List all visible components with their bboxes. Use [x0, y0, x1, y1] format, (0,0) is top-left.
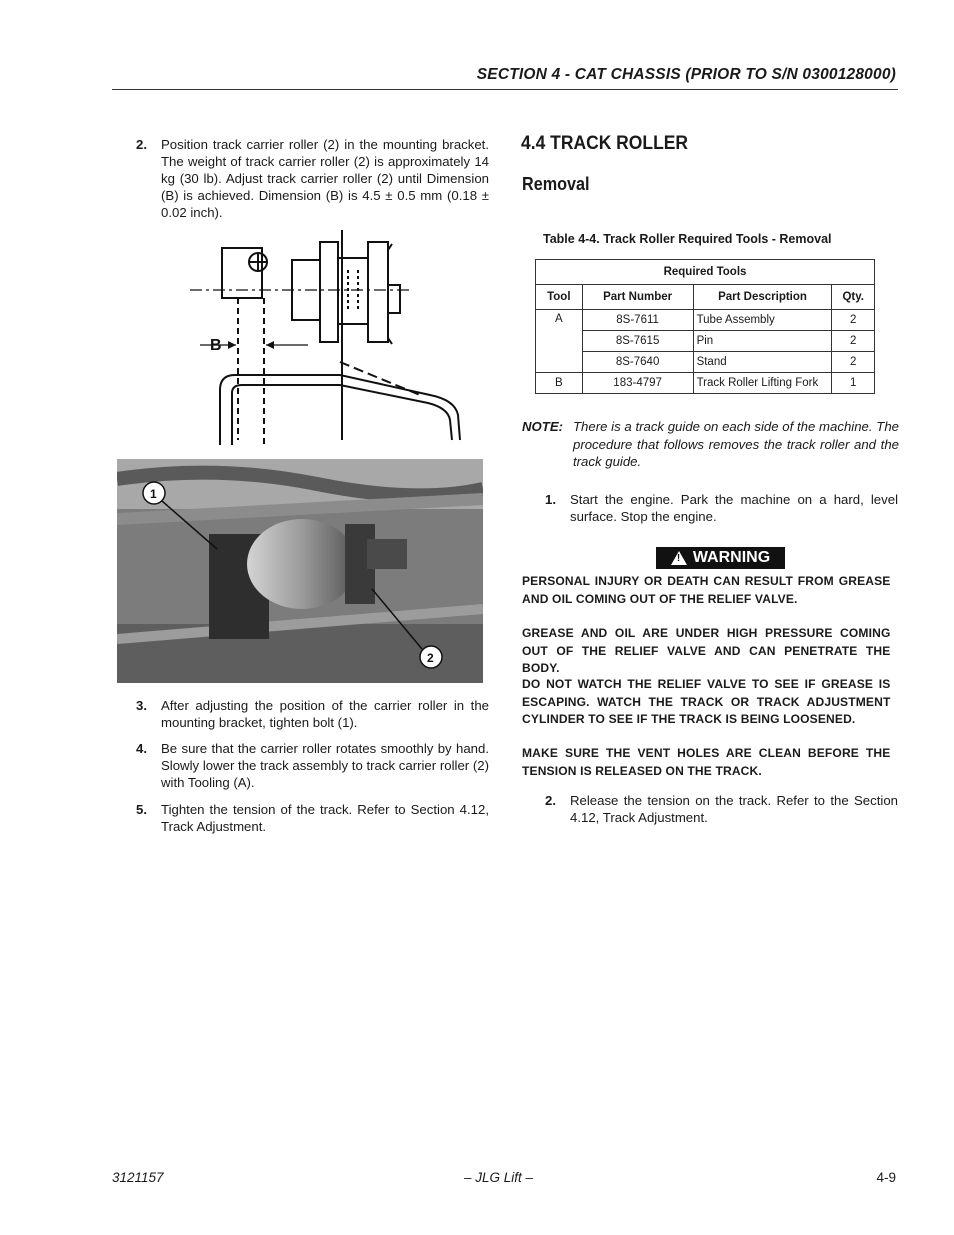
- table-cell: A: [536, 310, 583, 373]
- subsection-title: Removal: [522, 174, 590, 194]
- warning-paragraph: MAKE SURE THE VENT HOLES ARE CLEAN BEFORE THE TENSION IS RELEASED ON THE TRACK.: [522, 746, 891, 778]
- table-cell: 8S-7611: [582, 310, 693, 331]
- step-number: 2.: [136, 137, 147, 152]
- table-cell: Stand: [693, 352, 832, 373]
- step-text: Start the engine. Park the machine on a hard, level surface. Stop the engine.: [570, 492, 898, 524]
- step-4-left: [136, 740, 491, 794]
- warning-triangle-icon: [671, 551, 687, 565]
- column-header: Part Description: [693, 285, 832, 310]
- table-row: [536, 352, 875, 373]
- table-row: [536, 310, 875, 331]
- step-number: 4.: [136, 741, 147, 756]
- note-text: There is a track guide on each side of the machine. The procedure that follows removes the track roller and the track guide.: [573, 419, 899, 469]
- warning-badge: [656, 547, 785, 569]
- step-number: 1.: [545, 492, 556, 507]
- column-header: Part Number: [582, 285, 693, 310]
- callout-1: 1: [150, 487, 157, 501]
- table-group-header: Required Tools: [536, 260, 875, 285]
- callout-2: 2: [427, 651, 434, 665]
- table-cell: Track Roller Lifting Fork: [693, 373, 832, 394]
- table-row: [536, 373, 875, 394]
- step-2-left: [136, 136, 491, 226]
- step-text: Release the tension on the track. Refer to the Section 4.12, Track Adjustment.: [570, 793, 898, 825]
- step-text: Position track carrier roller (2) in the mounting bracket. The weight of track carrier roller (2) is approximately 14 kg (30 lb). Adjust track carrier roller (2) until Dimension (B) is achieved. Dimension (B) is 4.5 ± 0.5 mm (0.18 ± 0.02 inch).: [161, 137, 489, 220]
- column-header: Tool: [536, 285, 583, 310]
- step-number: 3.: [136, 698, 147, 713]
- table-group-header-row: [536, 260, 875, 285]
- step-text: After adjusting the position of the carrier roller in the mounting bracket, tighten bolt (1).: [161, 698, 489, 730]
- step-5-left: [136, 801, 491, 837]
- required-tools-table: [535, 259, 875, 394]
- table-cell: 2: [832, 310, 875, 331]
- note-block: [522, 418, 900, 472]
- table-cell: 8S-7640: [582, 352, 693, 373]
- table-cell: 2: [832, 331, 875, 352]
- table-header-row: [536, 285, 875, 310]
- step-3-left: [136, 697, 491, 733]
- warning-paragraph: PERSONAL INJURY OR DEATH CAN RESULT FROM GREASE AND OIL COMING OUT OF THE RELIEF VALVE.: [522, 574, 891, 606]
- step-2-right: [545, 792, 900, 828]
- table-cell: B: [536, 373, 583, 394]
- note-label: NOTE:: [522, 419, 564, 434]
- table-cell: 183-4797: [582, 373, 693, 394]
- step-1-right: [545, 491, 900, 527]
- table-cell: 1: [832, 373, 875, 394]
- footer-doc-number: 3121157: [112, 1170, 164, 1185]
- carrier-roller-photo: [117, 459, 483, 683]
- table-cell: Tube Assembly: [693, 310, 832, 331]
- step-number: 5.: [136, 802, 147, 817]
- step-text: Be sure that the carrier roller rotates smoothly by hand. Slowly lower the track assembly to track carrier roller (2) with Tooling (A).: [161, 741, 489, 790]
- step-text: Tighten the tension of the track. Refer to Section 4.12, Track Adjustment.: [161, 802, 489, 834]
- section-header-title: SECTION 4 - CAT CHASSIS (PRIOR TO S/N 0300128000): [476, 66, 896, 83]
- section-title: 4.4 TRACK ROLLER: [521, 133, 689, 154]
- dimension-b-label: B: [210, 337, 222, 354]
- table-cell: 8S-7615: [582, 331, 693, 352]
- header-divider: [112, 89, 898, 90]
- table-cell: 2: [832, 352, 875, 373]
- roller-dimension-diagram: [180, 230, 470, 445]
- warning-paragraph: GREASE AND OIL ARE UNDER HIGH PRESSURE COMING OUT OF THE RELIEF VALVE AND CAN PENETRATE THE BODY.: [522, 626, 891, 675]
- warning-paragraph: DO NOT WATCH THE RELIEF VALVE TO SEE IF GREASE IS ESCAPING. WATCH THE TRACK OR TRACK ADJUSTMENT CYLINDER TO SEE IF THE TRACK IS BEING LOOSENED.: [522, 677, 891, 726]
- table-cell: Pin: [693, 331, 832, 352]
- column-header: Qty.: [832, 285, 875, 310]
- table-row: [536, 331, 875, 352]
- footer-center-text: – JLG Lift –: [464, 1170, 534, 1185]
- footer-page-number: 4-9: [876, 1170, 896, 1185]
- table-caption: Table 4-4. Track Roller Required Tools - Removal: [543, 232, 832, 246]
- step-number: 2.: [545, 793, 556, 808]
- warning-label: WARNING: [692, 549, 771, 566]
